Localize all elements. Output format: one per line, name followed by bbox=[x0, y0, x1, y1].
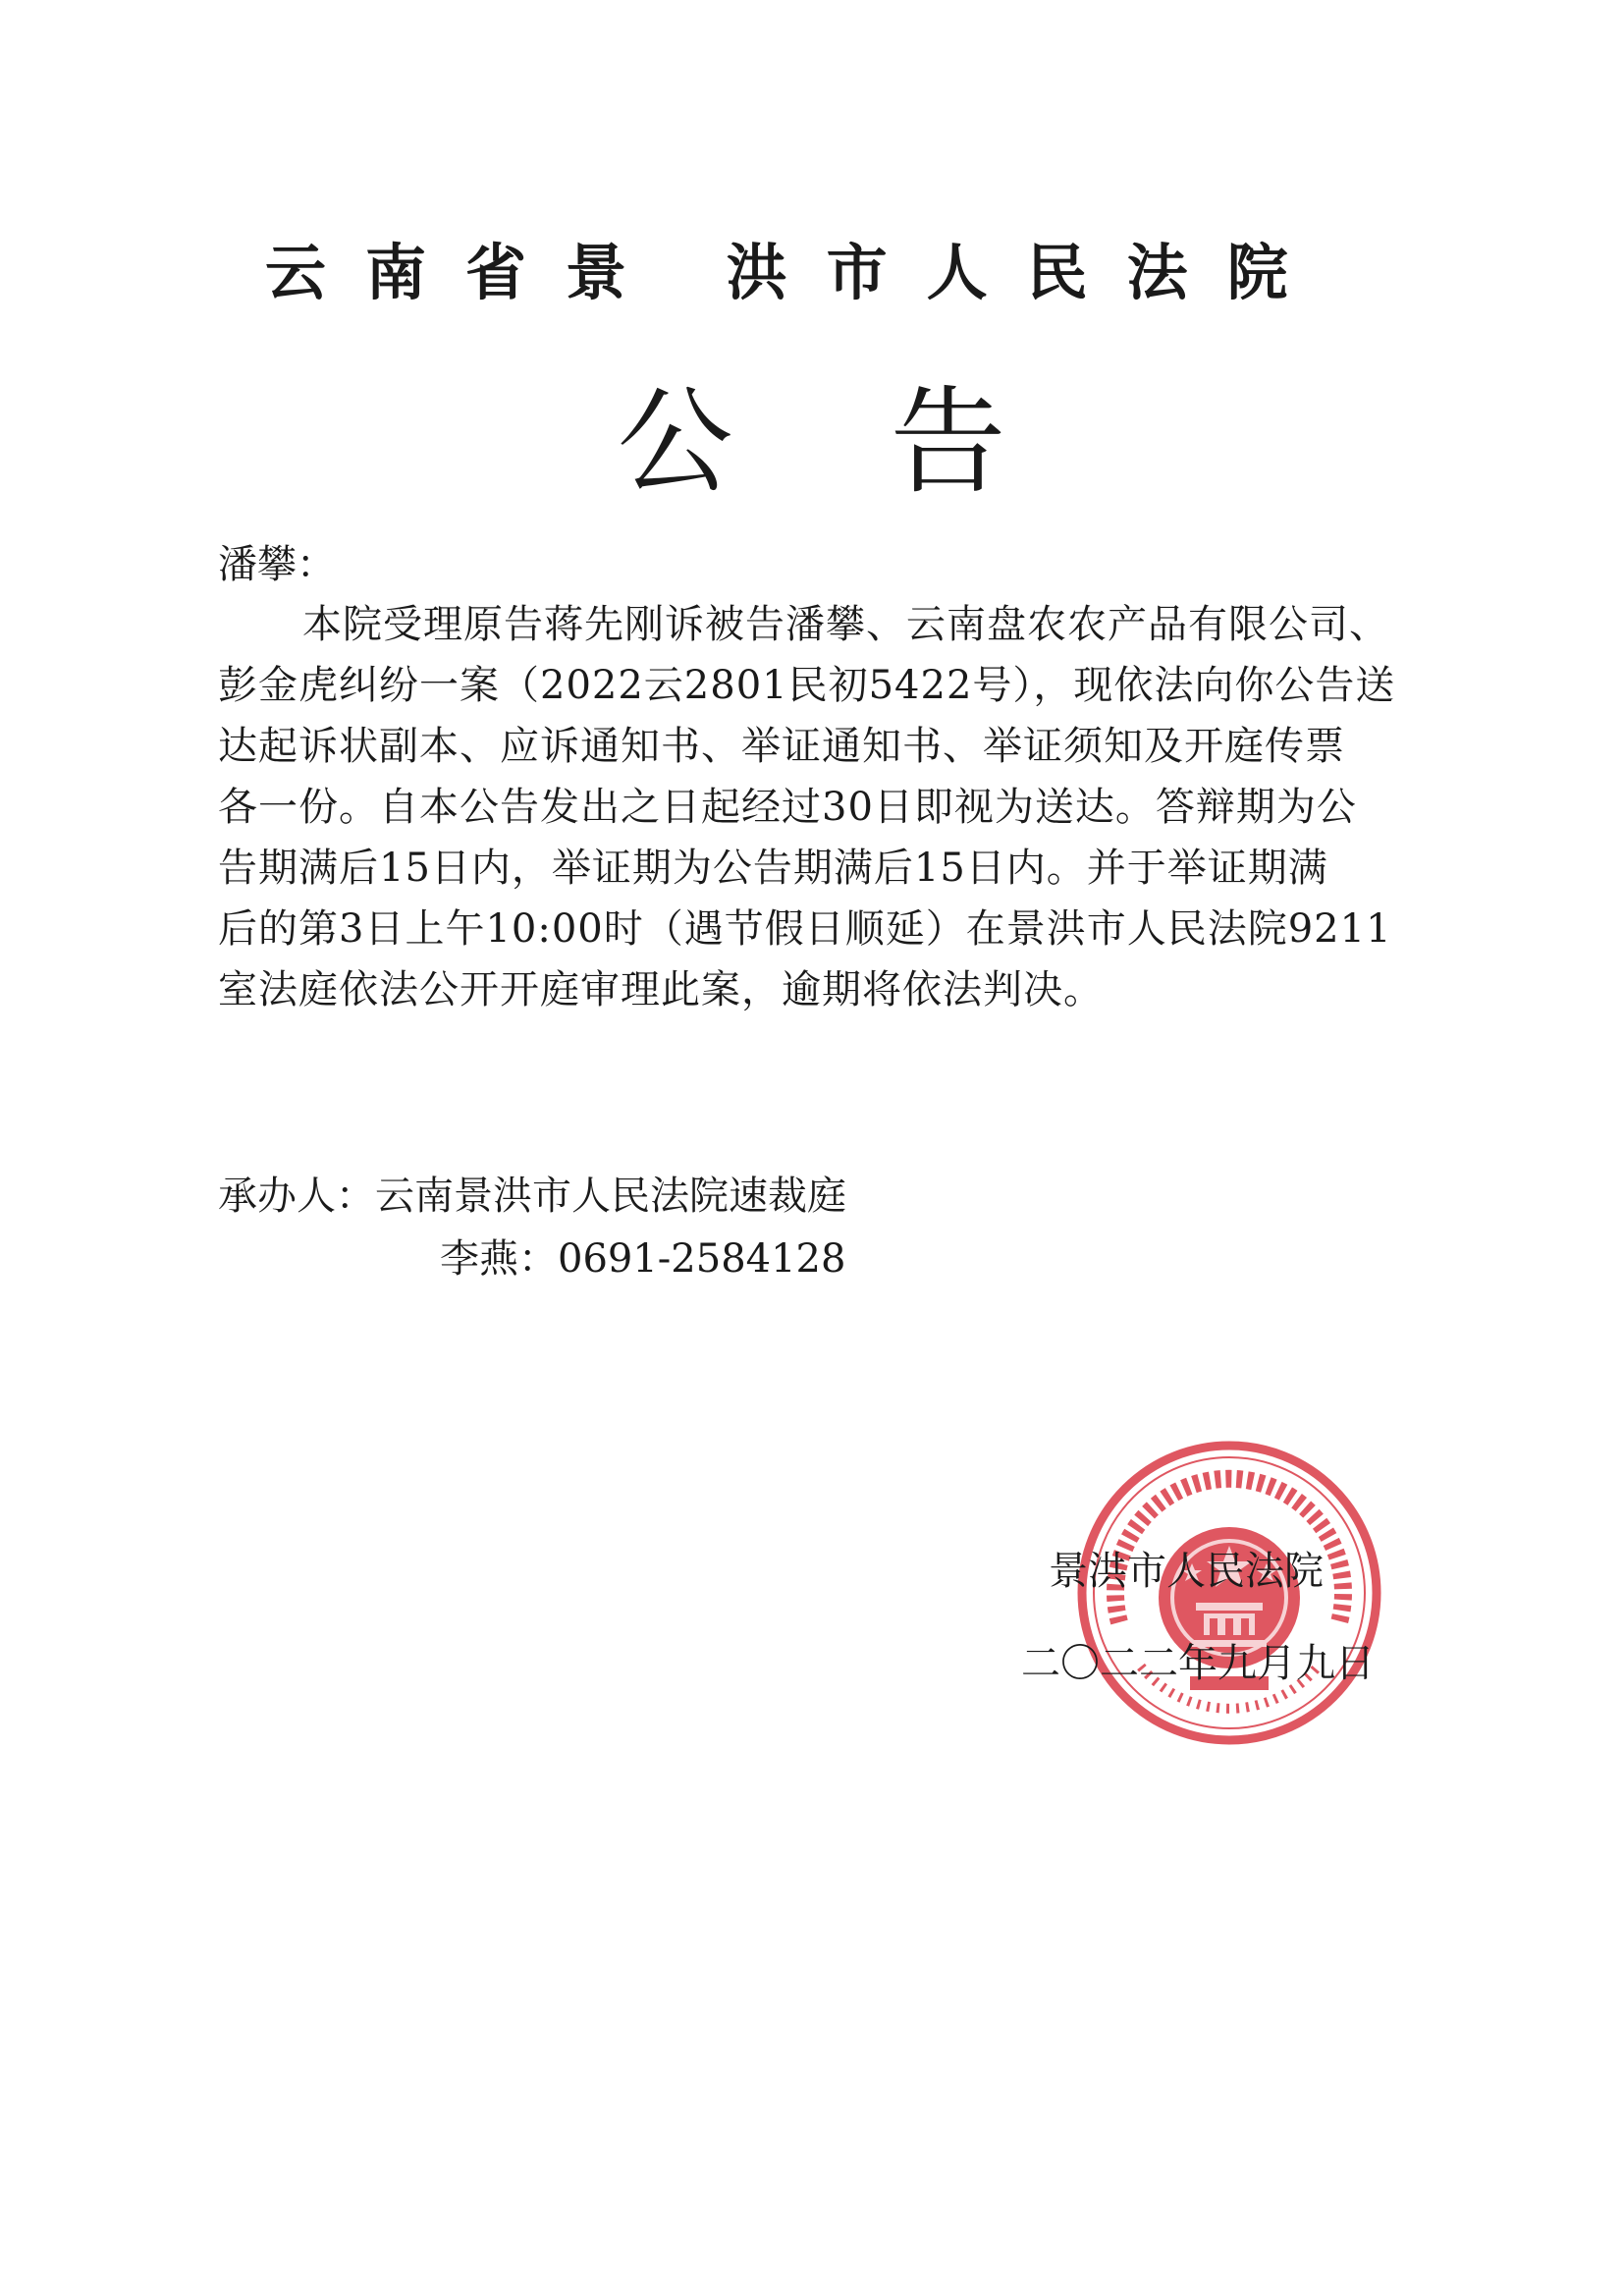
contact-phone-line: 李燕：0691-2584128 bbox=[440, 1236, 846, 1282]
paragraph-line: 室法庭依法公开开庭审理此案，逾期将依法判决。 bbox=[218, 967, 1104, 1012]
paragraph-line: 本院受理原告蒋先刚诉被告潘攀、云南盘农农产品有限公司、 bbox=[302, 602, 1389, 647]
signing-court: 景洪市人民法院 bbox=[1049, 1549, 1324, 1594]
paragraph-line: 各一份。自本公告发出之日起经过30日即视为送达。答辩期为公 bbox=[218, 785, 1357, 830]
paragraph-line: 告期满后15日内，举证期为公告期满后15日内。并于举证期满 bbox=[218, 846, 1328, 891]
signing-date: 二〇二二年九月九日 bbox=[1021, 1641, 1375, 1686]
court-name: 云南省景 洪市人民法院 bbox=[265, 237, 1327, 308]
addressee: 潘攀： bbox=[218, 542, 336, 587]
handler-line: 承办人：云南景洪市人民法院速裁庭 bbox=[218, 1174, 846, 1219]
paragraph-line: 达起诉状副本、应诉通知书、举证通知书、举证须知及开庭传票 bbox=[218, 724, 1345, 769]
notice-paragraph bbox=[218, 594, 1455, 1020]
paragraph-line: 后的第3日上午10:00时（遇节假日顺延）在景洪市人民法院9211 bbox=[218, 906, 1392, 952]
document-title: 公告 bbox=[617, 374, 1163, 510]
paragraph-line: 彭金虎纠纷一案（2022云2801民初5422号），现依法向你公告送 bbox=[218, 663, 1396, 708]
